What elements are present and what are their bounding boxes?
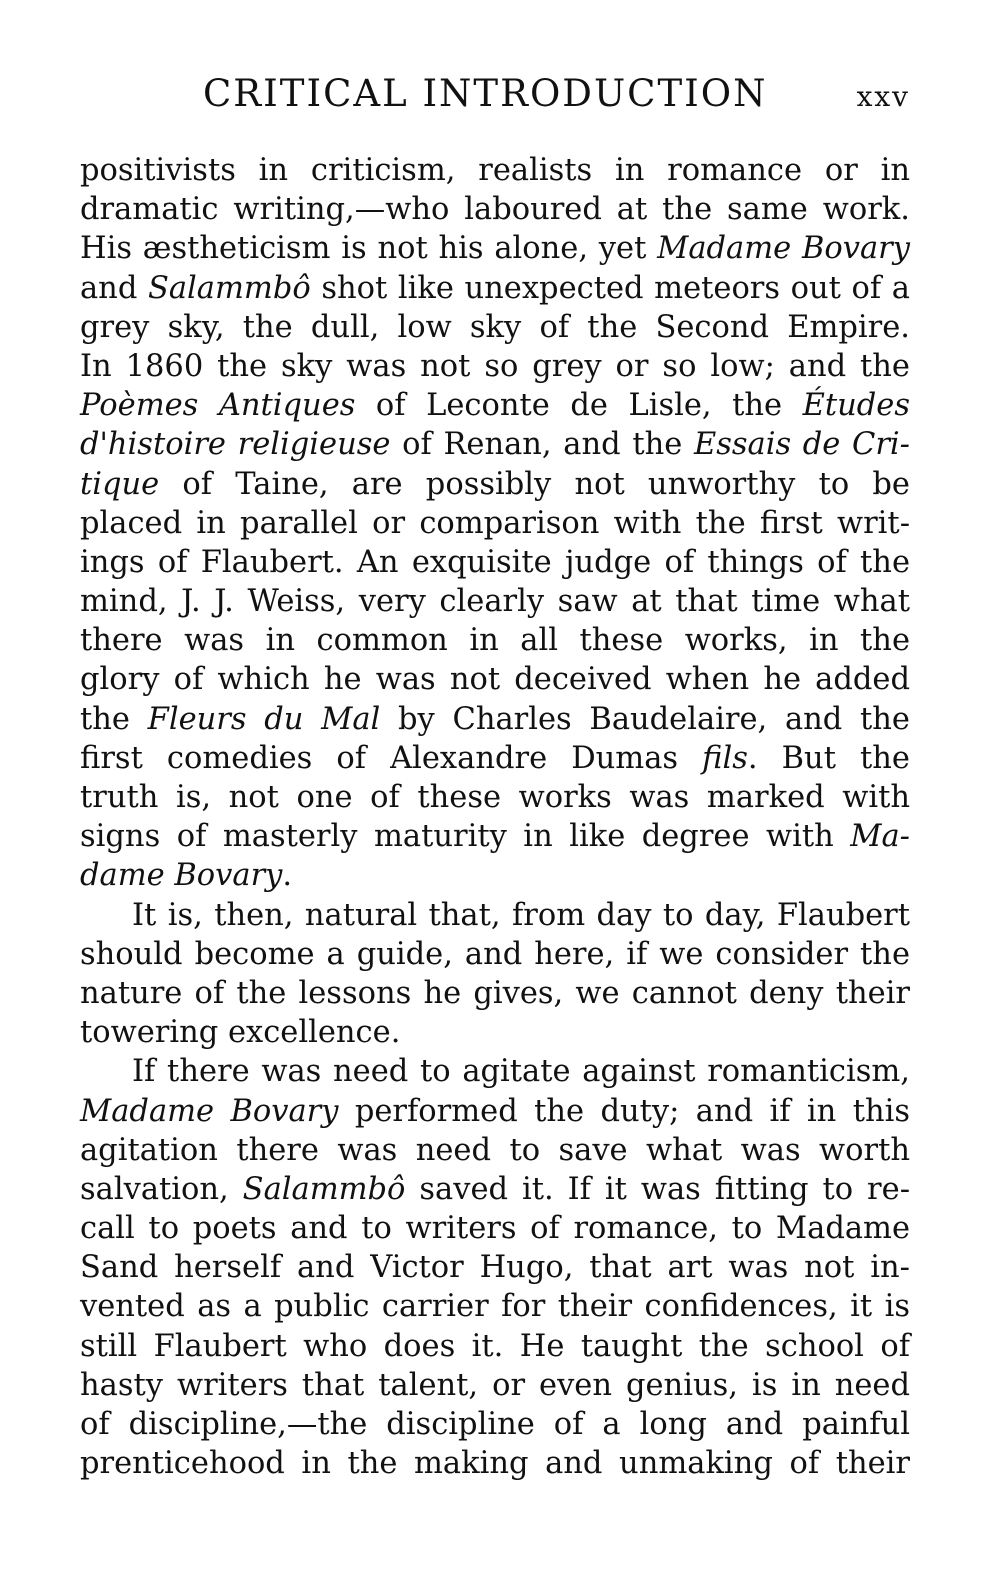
text-line bbox=[80, 1405, 910, 1444]
text-run: of discipline,—the discipline of a long and painful bbox=[80, 1407, 910, 1442]
text-line bbox=[80, 1366, 910, 1405]
text-run: there was in common in all these works, in the bbox=[80, 623, 910, 659]
text-line bbox=[80, 229, 910, 268]
text-line bbox=[80, 1209, 910, 1248]
text-line bbox=[80, 386, 910, 425]
italic-title: fils bbox=[702, 740, 748, 776]
text-line bbox=[80, 425, 910, 464]
text-line bbox=[80, 1327, 910, 1366]
text-line bbox=[80, 1248, 910, 1287]
italic-title: Salammbô bbox=[147, 270, 311, 306]
running-title: CRITICAL INTRODUCTION bbox=[203, 72, 768, 115]
text-line bbox=[80, 817, 910, 856]
text-line bbox=[80, 504, 910, 543]
text-line bbox=[80, 308, 910, 347]
paragraph bbox=[80, 896, 910, 1053]
text-line bbox=[80, 621, 910, 660]
paragraph bbox=[80, 151, 910, 896]
text-line bbox=[80, 1287, 910, 1326]
text-line bbox=[80, 465, 910, 504]
italic-title: Essais de Cri- bbox=[693, 427, 910, 463]
text-run: shot like unexpected meteors out of a bbox=[310, 270, 910, 306]
text-run: . bbox=[282, 858, 293, 894]
text-line bbox=[80, 739, 910, 778]
body-text bbox=[80, 151, 910, 1483]
text-run: of Renan, and the bbox=[390, 427, 694, 463]
text-line bbox=[80, 543, 910, 582]
italic-title: Études bbox=[802, 388, 910, 424]
text-run: Sand herself and Victor Hugo, that art was not in- bbox=[80, 1250, 910, 1286]
text-run: vented as a public carrier for their confidences, it is bbox=[80, 1289, 910, 1325]
text-line bbox=[80, 1444, 910, 1483]
text-run: signs of masterly maturity in like degree with bbox=[80, 819, 851, 855]
text-run: by Charles Baudelaire, and the bbox=[380, 701, 910, 737]
text-line bbox=[80, 1052, 910, 1091]
text-line bbox=[80, 974, 910, 1013]
running-head bbox=[80, 70, 910, 120]
text-run: still Flaubert who does it. He taught the school of bbox=[80, 1328, 910, 1364]
text-run: first comedies of Alexandre Dumas bbox=[80, 740, 703, 776]
text-line bbox=[80, 1092, 910, 1131]
text-run: positivists in criticism, realists in romance or in bbox=[80, 153, 910, 188]
italic-title: Ma- bbox=[850, 819, 910, 855]
text-line bbox=[80, 896, 910, 935]
text-line bbox=[80, 347, 910, 386]
text-line bbox=[80, 151, 910, 190]
text-line bbox=[80, 1131, 910, 1170]
text-run: agitation there was need to save what was worth bbox=[80, 1132, 910, 1168]
text-run: salvation, bbox=[80, 1171, 243, 1207]
text-run: towering excellence. bbox=[80, 1015, 401, 1051]
italic-title: Poèmes Antiques bbox=[80, 388, 356, 424]
text-line bbox=[80, 856, 910, 895]
text-line bbox=[80, 269, 910, 308]
italic-title: Salammbô bbox=[242, 1171, 406, 1207]
italic-title: d'histoire religieuse bbox=[80, 427, 391, 463]
page-number: xxv bbox=[856, 80, 910, 113]
text-run: dramatic writing,—who laboured at the same work. bbox=[80, 192, 910, 228]
text-run: call to poets and to writers of romance, to Madame bbox=[80, 1211, 910, 1247]
text-run: mind, J. J. Weiss, very clearly saw at that time what bbox=[80, 584, 910, 620]
text-line bbox=[80, 582, 910, 621]
text-run: hasty writers that talent, or even genius, is in need bbox=[80, 1367, 910, 1403]
text-run: of Taine, are possibly not unworthy to be bbox=[159, 466, 910, 502]
text-run: . But the bbox=[747, 740, 910, 776]
text-run: the bbox=[80, 701, 148, 737]
text-run: His æstheticism is not his alone, yet bbox=[80, 231, 658, 267]
text-run: performed the duty; and if in this bbox=[338, 1093, 910, 1129]
text-run: In 1860 the sky was not so grey or so low; and the bbox=[80, 348, 910, 384]
italic-title: tique bbox=[80, 466, 160, 502]
text-run: truth is, not one of these works was marked with bbox=[80, 780, 910, 815]
text-run: should become a guide, and here, if we consider the bbox=[80, 936, 910, 972]
text-line bbox=[80, 700, 910, 739]
text-line bbox=[80, 935, 910, 974]
text-run: If there was need to agitate against romanticism, bbox=[132, 1054, 910, 1090]
italic-title: Madame Bovary bbox=[80, 1093, 339, 1129]
italic-title: Fleurs du Mal bbox=[147, 701, 381, 737]
text-run: of Leconte de Lisle, the bbox=[355, 388, 803, 424]
text-run: and bbox=[80, 270, 148, 306]
text-run: grey sky, the dull, low sky of the Second Empire. bbox=[80, 309, 910, 345]
text-line bbox=[80, 1013, 910, 1052]
text-line bbox=[80, 778, 910, 817]
text-line bbox=[80, 660, 910, 699]
italic-title: dame Bovary bbox=[80, 858, 283, 894]
text-run: nature of the lessons he gives, we cannot deny their bbox=[80, 975, 910, 1011]
text-run: prenticehood in the making and unmaking of their bbox=[80, 1446, 910, 1482]
text-line bbox=[80, 190, 910, 229]
text-run: It is, then, natural that, from day to day, Flaubert bbox=[132, 897, 910, 933]
text-run: placed in parallel or comparison with the first writ- bbox=[80, 505, 910, 541]
paragraph bbox=[80, 1052, 910, 1483]
text-run: glory of which he was not deceived when he added bbox=[80, 662, 910, 698]
italic-title: Madame Bovary bbox=[657, 231, 910, 267]
text-run: ings of Flaubert. An exquisite judge of things of the bbox=[80, 544, 910, 580]
text-run: saved it. If it was fitting to re- bbox=[405, 1171, 910, 1207]
text-line bbox=[80, 1170, 910, 1209]
